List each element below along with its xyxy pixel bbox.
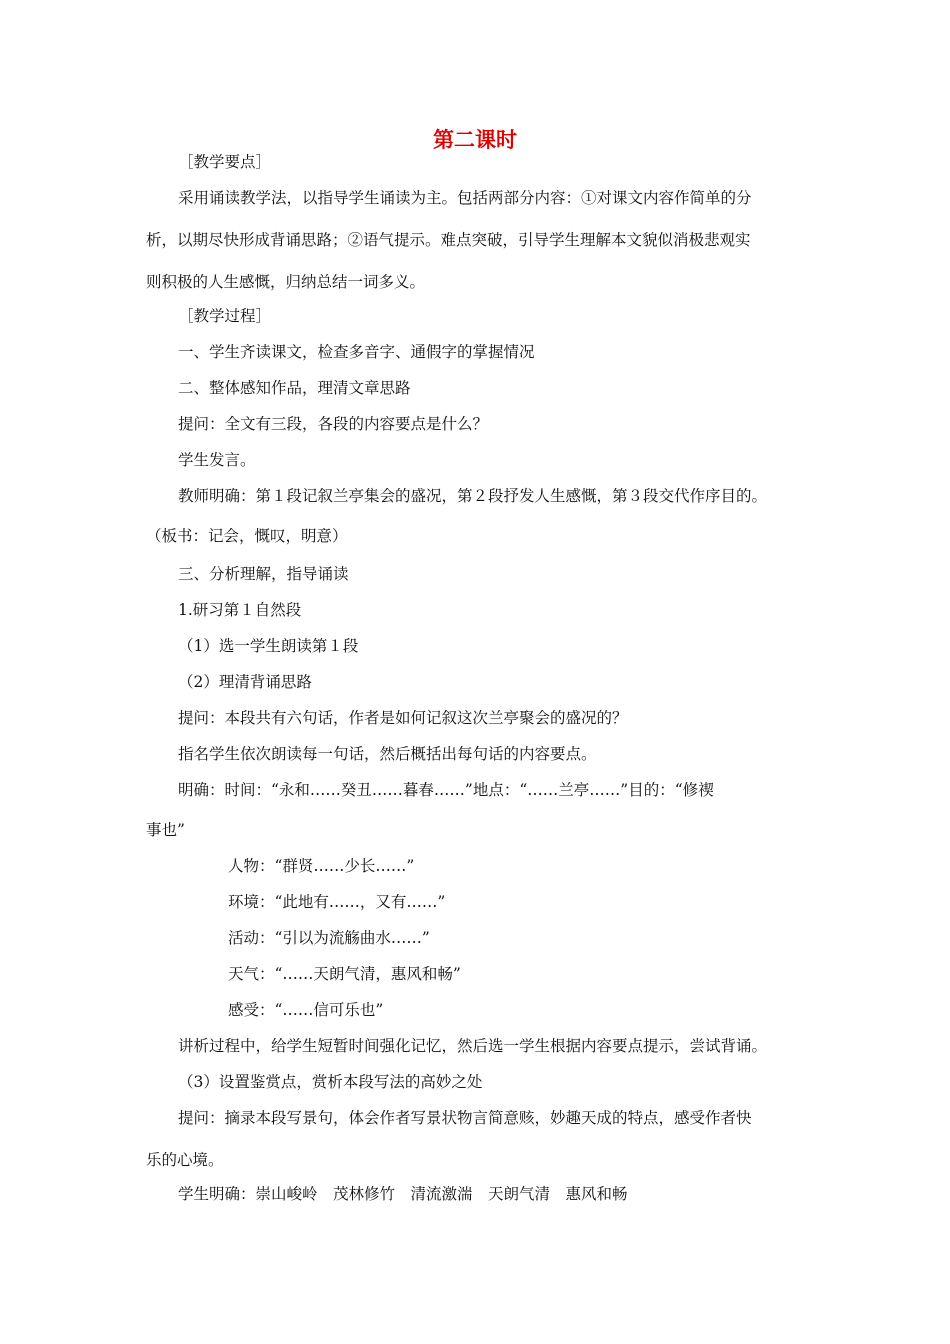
paragraph-line: 则积极的人生感慨，归纳总结一词多义。 — [146, 273, 426, 291]
section-heading-key-points: ［教学要点］ — [178, 153, 272, 171]
paragraph-line: 二、整体感知作品，理清文章思路 — [178, 379, 411, 397]
paragraph-line: 讲析过程中，给学生短暂时间强化记忆，然后选一学生根据内容要点提示，尝试背诵。 — [178, 1037, 768, 1055]
list-item: 感受：“……信可乐也” — [228, 1001, 384, 1019]
paragraph-line: 提问：全文有三段，各段的内容要点是什么？ — [178, 415, 489, 433]
paragraph-line: 学生发言。 — [178, 451, 256, 469]
section-heading-process: ［教学过程］ — [178, 307, 272, 325]
paragraph-line: 学生明确：崇山峻岭 茂林修竹 清流激湍 天朗气清 惠风和畅 — [178, 1185, 628, 1203]
page-title: 第二课时 — [433, 128, 517, 152]
paragraph-line: （板书：记会，慨叹，明意） — [146, 527, 348, 545]
list-item: 环境：“此地有……，又有……” — [228, 893, 446, 911]
list-item: 天气：“……天朗气清，惠风和畅” — [228, 965, 461, 983]
list-item: 活动：“引以为流觞曲水……” — [228, 929, 430, 947]
list-item: 人物：“群贤……少长……” — [228, 857, 415, 875]
paragraph-line: 教师明确：第１段记叙兰亭集会的盛况，第２段抒发人生感慨，第３段交代作序目的。 — [178, 487, 768, 505]
paragraph-line: 事也” — [146, 821, 185, 839]
paragraph-line: 一、学生齐读课文，检查多音字、通假字的掌握情况 — [178, 343, 535, 361]
paragraph-line: 提问：摘录本段写景句，体会作者写景状物言简意赅，妙趣天成的特点，感受作者快 — [178, 1109, 752, 1127]
paragraph-line: 1.研习第１自然段 — [178, 601, 302, 619]
paragraph-line: 采用诵读教学法，以指导学生诵读为主。包括两部分内容：①对课文内容作简单的分 — [178, 189, 752, 207]
paragraph-line: 析，以期尽快形成背诵思路；②语气提示。难点突破，引导学生理解本文貌似消极悲观实 — [146, 231, 751, 249]
paragraph-line: （1）选一学生朗读第１段 — [178, 637, 359, 655]
paragraph-line: 乐的心境。 — [146, 1151, 224, 1169]
paragraph-line: 指名学生依次朗读每一句话，然后概括出每句话的内容要点。 — [178, 745, 597, 763]
paragraph-line: （3）设置鉴赏点，赏析本段写法的高妙之处 — [178, 1073, 483, 1091]
paragraph-line: 提问：本段共有六句话，作者是如何记叙这次兰亭聚会的盛况的？ — [178, 709, 628, 727]
paragraph-line: 三、分析理解，指导诵读 — [178, 565, 349, 583]
paragraph-line: （2）理清背诵思路 — [178, 673, 312, 691]
paragraph-line: 明确：时间：“永和……癸丑……暮春……”地点：“……兰亭……”目的：“修禊 — [178, 781, 714, 799]
